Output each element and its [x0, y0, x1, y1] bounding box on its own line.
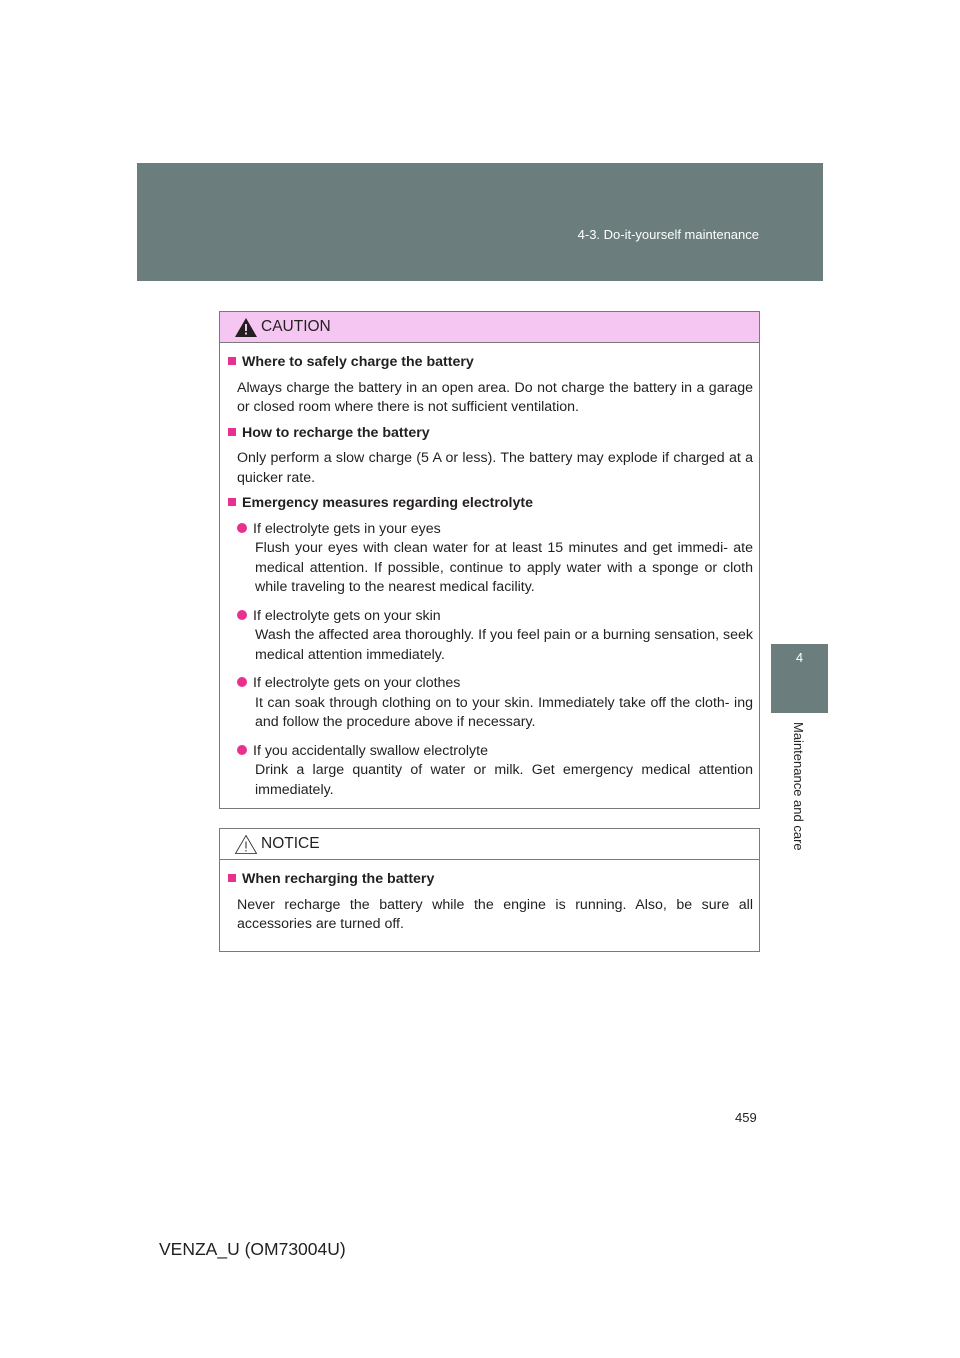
sub-heading: If electrolyte gets on your skin — [253, 607, 441, 624]
item-text: Always charge the battery in an open area. Do not charge the battery in a garage or closed room where there is not sufficient ventilation. — [237, 379, 753, 415]
round-bullet-icon — [237, 745, 247, 755]
notice-box — [219, 828, 760, 952]
notice-title: NOTICE — [261, 835, 320, 852]
item-heading: Where to safely charge the battery — [242, 354, 474, 370]
caution-title: CAUTION — [261, 318, 331, 335]
sub-heading: If electrolyte gets on your clothes — [253, 675, 461, 691]
sub-item — [237, 607, 753, 666]
sub-item — [237, 674, 753, 733]
square-bullet-icon — [228, 357, 236, 365]
sub-item — [237, 742, 753, 801]
header-band — [137, 163, 823, 281]
item-text: Never recharge the battery while the engine is running. Also, be sure all accessories are turned off. — [237, 896, 753, 932]
section-title: 4-3. Do-it-yourself maintenance — [577, 227, 759, 242]
round-bullet-icon — [237, 677, 247, 687]
notice-item — [228, 870, 753, 935]
caution-item — [228, 424, 753, 489]
sub-text: Flush your eyes with clean water for at least 15 minutes and get immedi- ate medical attention. If possible, continue to apply water with a sponge or cloth while traveling to the nearest medical facility. — [255, 540, 753, 595]
square-bullet-icon — [228, 874, 236, 882]
caution-item — [228, 494, 753, 800]
sub-text: It can soak through clothing on to your skin. Immediately take off the cloth- ing and follow the procedure above if necessary. — [255, 694, 753, 730]
caution-header — [220, 312, 759, 343]
item-heading: Emergency measures regarding electrolyte — [242, 495, 533, 511]
sub-text: Wash the affected area thoroughly. If you feel pain or a burning sensation, seek medical attention immediately. — [255, 627, 753, 663]
square-bullet-icon — [228, 428, 236, 436]
round-bullet-icon — [237, 610, 247, 620]
warning-outline-icon — [234, 834, 258, 855]
square-bullet-icon — [228, 498, 236, 506]
manual-code: VENZA_U (OM73004U) — [159, 1239, 346, 1259]
caution-box — [219, 311, 760, 809]
chapter-number: 4 — [795, 650, 804, 665]
item-heading: When recharging the battery — [242, 871, 435, 887]
item-heading: How to recharge the battery — [242, 424, 430, 441]
sub-item — [237, 520, 753, 598]
sub-heading: If you accidentally swallow electrolyte — [253, 742, 488, 759]
chapter-label: Maintenance and care — [791, 722, 806, 851]
chapter-tab — [771, 644, 828, 713]
notice-header — [220, 829, 759, 860]
page-number: 459 — [735, 1110, 757, 1125]
sub-heading: If electrolyte gets in your eyes — [253, 520, 441, 537]
sub-text: Drink a large quantity of water or milk. Get emergency medical attention immediately. — [255, 762, 753, 798]
round-bullet-icon — [237, 523, 247, 533]
warning-filled-icon — [234, 317, 258, 338]
item-text: Only perform a slow charge (5 A or less). The battery may explode if charged at a quicker rate. — [237, 450, 753, 486]
caution-item — [228, 353, 753, 418]
